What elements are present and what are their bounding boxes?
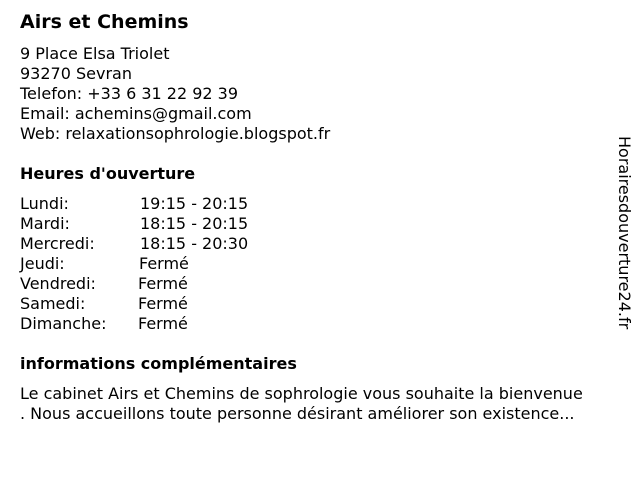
time-value: Fermé (138, 294, 188, 313)
day-label: Samedi: (20, 294, 86, 313)
address-line-city: 93270 Sevran (20, 64, 132, 83)
time-value: Fermé (138, 274, 188, 293)
hours-row-sunday (20, 314, 320, 334)
hours-row-wednesday (20, 234, 320, 254)
day-label: Lundi: (20, 194, 69, 213)
site-watermark: Horairesdouverture24.fr (615, 136, 634, 330)
hours-row-saturday (20, 294, 320, 314)
contact-block (20, 44, 330, 144)
day-label: Mercredi: (20, 234, 95, 253)
info-line: . Nous accueillons toute personne désirant améliorer son existence... (20, 404, 575, 423)
info-heading: informations complémentaires (20, 354, 297, 373)
hours-row-thursday (20, 254, 320, 274)
day-label: Mardi: (20, 214, 70, 233)
day-label: Jeudi: (20, 254, 65, 273)
time-value: 18:15 - 20:15 (140, 214, 249, 233)
address-line-street: 9 Place Elsa Triolet (20, 44, 170, 63)
hours-row-tuesday (20, 214, 320, 234)
time-value: 18:15 - 20:30 (140, 234, 249, 253)
phone-text: Telefon: +33 6 31 22 92 39 (20, 84, 239, 103)
time-value: Fermé (138, 314, 188, 333)
day-label: Vendredi: (20, 274, 96, 293)
website-text: Web: relaxationsophrologie.blogspot.fr (20, 124, 331, 143)
email-text: Email: achemins@gmail.com (20, 104, 252, 123)
info-line: Le cabinet Airs et Chemins de sophrologie vous souhaite la bienvenue (20, 384, 583, 403)
time-value: Fermé (139, 254, 189, 273)
hours-heading: Heures d'ouverture (20, 164, 196, 183)
hours-row-monday (20, 194, 320, 214)
hours-row-friday (20, 274, 320, 294)
time-value: 19:15 - 20:15 (140, 194, 249, 213)
business-name: Airs et Chemins (20, 11, 189, 33)
info-description (20, 384, 632, 424)
hours-table (20, 194, 320, 334)
day-label: Dimanche: (20, 314, 107, 333)
